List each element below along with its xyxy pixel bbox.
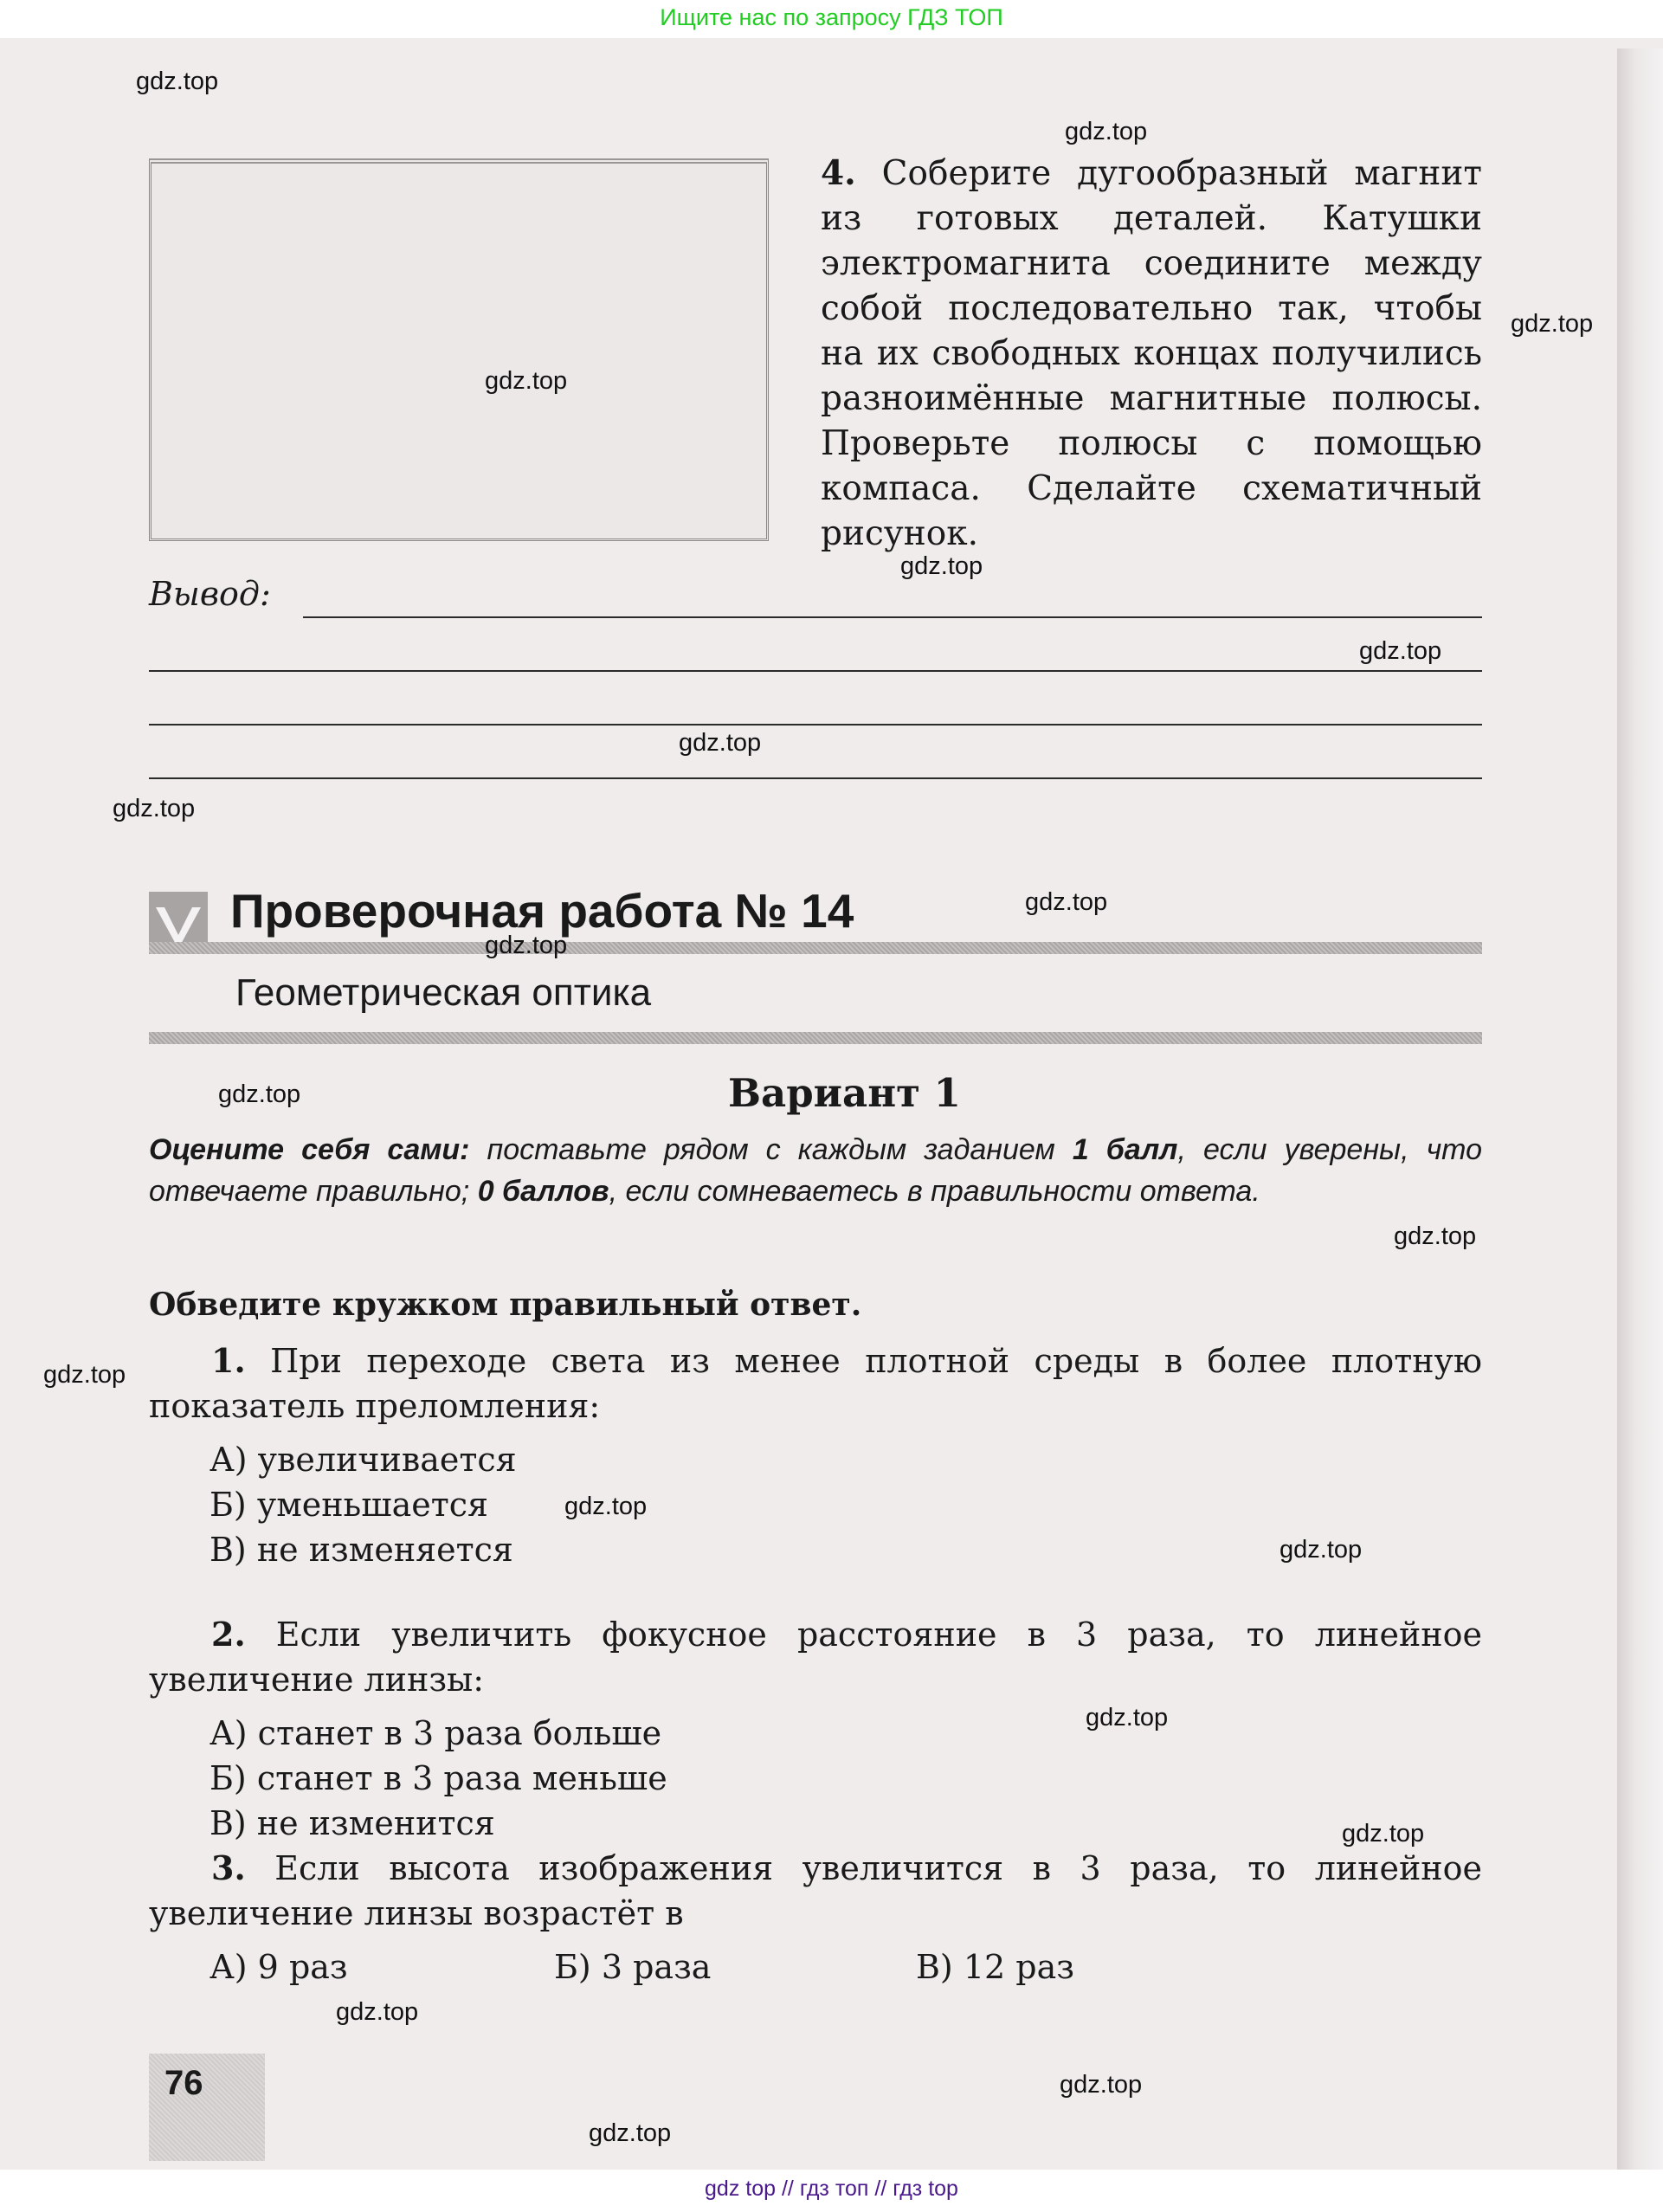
watermark: gdz.top [589,2119,672,2147]
self-check-bold: 0 баллов [477,1175,609,1208]
answer-line [303,616,1482,618]
top-banner[interactable]: Ищите нас по запросу ГДЗ ТОП [0,0,1663,38]
drawing-box [149,158,769,541]
watermark: gdz.top [485,932,568,959]
question-2 [149,1612,1482,1702]
question-3 [149,1846,1482,1936]
option[interactable]: А) 9 раз [209,1948,348,1986]
bottom-banner[interactable]: gdz top // гдз топ // гдз top [0,2170,1663,2212]
task-4 [821,151,1482,557]
watermark: gdz.top [679,729,762,757]
self-check-lead: Оцените себя сами: [149,1133,470,1166]
question-text: Если увеличить фокусное расстояние в 3 раза, то линейное увеличение линзы: [149,1615,1482,1699]
watermark: gdz.top [900,552,983,580]
option[interactable]: Б) 3 раза [554,1948,712,1986]
watermark: gdz.top [1025,888,1108,916]
watermark: gdz.top [1065,118,1148,145]
self-check-instructions [149,1129,1482,1212]
self-check-bold: 1 балл [1072,1133,1178,1166]
option[interactable]: Б) станет в 3 раза меньше [209,1759,667,1797]
question-number: 1. [211,1341,246,1380]
page-number: 76 [164,2064,203,2102]
question-1 [149,1338,1482,1428]
watermark: gdz.top [1359,637,1442,665]
watermark: gdz.top [1342,1820,1425,1848]
watermark: gdz.top [1086,1704,1169,1732]
watermark: gdz.top [485,367,568,395]
watermark: gdz.top [136,68,219,95]
option[interactable]: В) не изменяется [209,1531,513,1569]
question-number: 3. [211,1848,246,1887]
watermark: gdz.top [43,1361,126,1389]
answer-line [149,670,1482,672]
answer-line [149,724,1482,726]
instruction: Обведите кружком правильный ответ. [149,1287,862,1323]
question-text: При переходе света из менее плотной среды в более плотную показатель преломления: [149,1342,1482,1425]
option[interactable]: А) станет в 3 раза больше [209,1714,662,1752]
question-number: 2. [211,1615,246,1654]
task-number: 4. [821,153,856,193]
self-check-text: , если уверены, что отвечаете правильно; [149,1133,1483,1208]
title-underline [149,942,1482,954]
watermark: gdz.top [564,1493,648,1520]
answer-line [149,777,1482,779]
option[interactable]: В) 12 раз [916,1948,1074,1986]
variant-heading: Вариант 1 [728,1070,961,1116]
subtitle-underline [149,1032,1482,1044]
watermark: gdz.top [218,1080,301,1108]
option[interactable]: В) не изменится [209,1804,495,1842]
question-text: Если высота изображения увеличится в 3 раза, то линейное увеличение линзы возрастёт в [149,1849,1482,1932]
option[interactable]: А) увеличивается [209,1441,517,1479]
watermark: gdz.top [113,795,196,822]
watermark: gdz.top [1511,310,1594,338]
watermark: gdz.top [336,1998,419,2026]
watermark: gdz.top [1279,1536,1363,1564]
task-text: Соберите дугообразный магнит из готовых деталей. Катушки электромагнита соедините между собой последовательно так, чтобы на их свободных концах получились разноимённые магнитные полюсы. Проверьте полюсы с помощью компаса. Сделайте схематичный рисунок. [821,154,1482,553]
watermark: gdz.top [1394,1222,1477,1250]
self-check-text: , если сомневаетесь в правильности ответа. [609,1175,1260,1208]
watermark: gdz.top [1060,2071,1143,2099]
page-subtitle: Геометрическая оптика [235,971,652,1014]
page-title: Проверочная работа № 14 [230,884,854,938]
conclusion-label: Вывод: [149,575,271,613]
self-check-text: поставьте рядом с каждым заданием [469,1133,1073,1166]
option[interactable]: Б) уменьшается [209,1486,488,1524]
